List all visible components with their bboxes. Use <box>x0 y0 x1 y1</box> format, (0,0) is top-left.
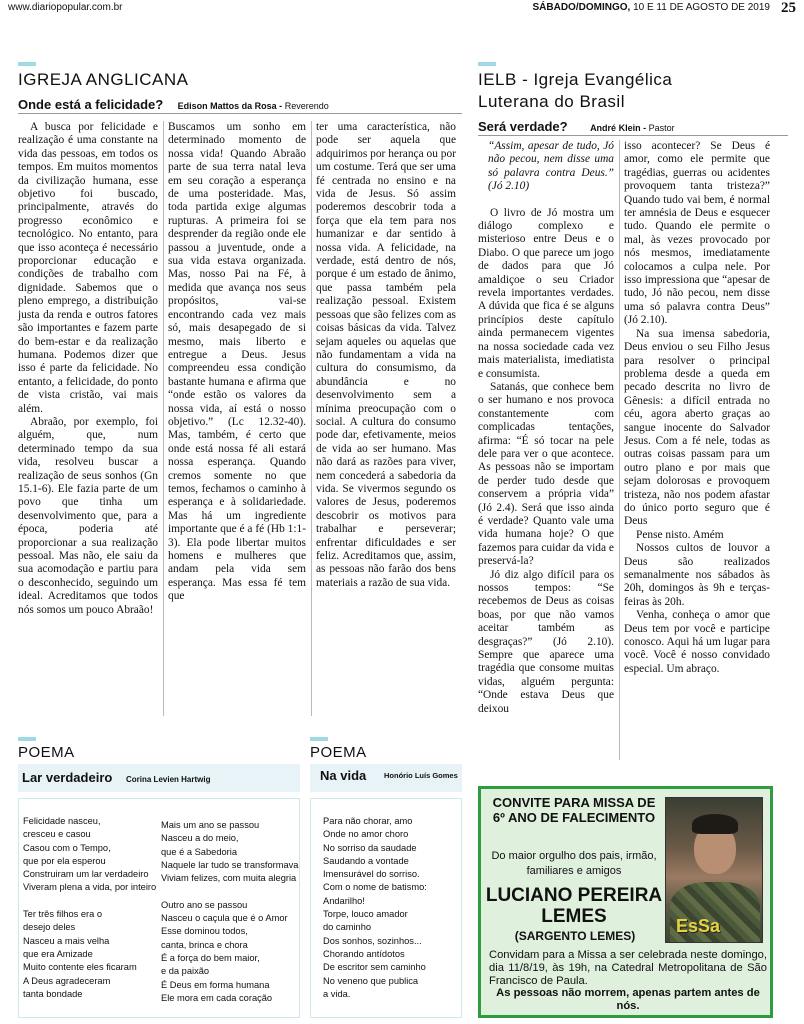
paragraph: Abraão, por exemplo, foi alguém, que, num determinado tempo da sua vida, resolveu buscar a realização de seus sonhos (Gn 15.1-6). Ele fazia parte de um povo que tinha um desenvolvimento que, para a época, poderia até proporcionar a sua realização pessoal. Mas não, ele saiu da sua acomodação e partiu para o desconhecido, seguindo um ideal. Acreditamos que todos nós somos um pouco Abraão! <box>18 415 158 616</box>
left-author-role: Reverendo <box>284 101 329 111</box>
issue-date-text: 10 E 11 DE AGOSTO DE 2019 <box>633 2 770 13</box>
section-accent <box>478 62 496 66</box>
invitation-subtitle: Do maior orgulho dos pais, irmão, familiares e amigos <box>491 850 657 877</box>
section-accent <box>18 62 36 66</box>
poem2-title: Na vida <box>320 768 367 783</box>
hair-shape <box>692 814 738 834</box>
right-author <box>590 123 675 133</box>
left-author <box>178 101 329 111</box>
poem1-box <box>18 798 300 1018</box>
paragraph: Satanás, que conhece bem o ser humano e nos provoca constantemente com complicadas tentações, afirma: “É só tocar na pele dele para ver o que acontece. As pessoas não se importam de perder tudo desde que conservem a própria vida” (Jó 2.4). Será que isso ainda é verdade? Quanto vale uma vida humana hoje? O que fazemos para cuidar da vida e preservá-la? <box>478 380 614 568</box>
paragraph: O livro de Jó mostra um diálogo complexo e misterioso entre Deus e o Diabo. O que parece um jogo de dados para que Jó amaldiçoe o seu Criador revela importantes verdades. A dúvida que fica é se alguns princípios deste capítulo ainda permanecem vigentes na nossa sociedade cada vez mais materialista, imediatista e consumista. <box>478 206 614 380</box>
section-title-ielb-1: IELB - Igreja Evangélica <box>478 70 673 89</box>
poem2-box <box>310 798 462 1018</box>
epigraph: “Assim, apesar de tudo, Jó não pecou, nem disse uma só palavra contra Deus.” (Jó 2.10) <box>488 140 614 193</box>
poem1-stanzas-right: Mais um ano se passou Nasceu a do meio, que é a Sabedoria Naquele lar tudo se transformava Viviam felizes, com muita alegria Outro ano se passou Nasceu o caçula que é o Amor Esse dominou todos, canta, brinca e chora É a força do bem maior, e da paixão É Deus em forma humana Ele mora em cada coração <box>161 820 299 1003</box>
column-divider <box>163 121 164 716</box>
paragraph: Pense nisto. Amém <box>636 528 724 541</box>
poem2-section: POEMA <box>310 744 367 761</box>
paragraph: Nossos cultos de louvor a Deus são realizados semanalmente nos sábados às 20h, domingos às 9h e terças-feiras às 20h. <box>624 542 770 608</box>
invitation-closing: As pessoas não morrem, apenas partem antes de nós. <box>496 987 760 1012</box>
deceased-name: LUCIANO PEREIRA LEMES <box>485 885 663 927</box>
right-author-role: Pastor <box>648 123 675 133</box>
poem1-title: Lar verdadeiro <box>22 770 113 785</box>
left-rule <box>18 113 462 114</box>
left-column-2 <box>168 121 306 721</box>
paragraph: A busca por felicidade e realização é uma constante na vida das pessoas, em todos os tempos. Em muitos momentos da civilização humana, esse objetivo foi buscado, principalmente, através do progresso econômico e tecnológico. No entanto, para que isso aconteça é necessário proporcionar educação e condições de trabalho com dignidade. Sabemos que o pleno emprego, a distribuição justa da renda e outros fatores são importantes e fazem parte do bem-estar e da realização humana. Podemos dizer que isso é parte da felicidade. No entanto, a felicidade, do ponto de vista cristão, vai mais além. <box>18 121 158 415</box>
paragraph: Buscamos um sonho em determinado momento de nossa vida! Quando Abraão parte de sua terra natal leva em seu coração a esperança de uma posteridade. Mas, toda partida exige algumas rupturas. A primeira foi se desprender da região onde ele passou a juventude, onde a sua vida estava organizada. Mas, nosso Pai na Fé, à medida que avança nos seus propósitos, vai-se encontrando cada vez mais só, mais desapegado de si mesmo, mais liberto e entregue a Deus. Jesus compreendeu essa condição bastante humana e afirma que “onde estão os valores da nossa vida, aí está o nosso objetivo.” (Lc 12.32-40). Mas, também, é certo que onde está nossa fé ali estará nossa esperança. Quando cremos somente no que temos, fechamos o caminho à esperança e à solidariedade. Mas há um ingrediente importante que é a fé (Hb 1:1-3). Ela pode libertar muitos homens e mulheres que andam pela vida sem esperança. Mas essa fé tem que <box>168 121 306 603</box>
poem2-text: Para não chorar, amo Onde no amor choro No sorriso da saudade Saudando a vontade Imensurável do sorriso. Com o nome de batismo: Andarilho! Torpe, louco amador do caminho Dos sonhos, sozinhos... Chorando antídotos De escritor sem caminho No veneno que publica a vida. <box>323 816 427 999</box>
page-header <box>8 2 796 16</box>
poem2-author: Honório Luís Gomes <box>384 771 458 780</box>
left-headline: Onde está a felicidade? <box>18 97 164 112</box>
deceased-photo <box>665 797 763 943</box>
paragraph: Jó diz algo difícil para os nossos tempos: “Se recebemos de Deus as coisas boas, por que não vamos aceitar também as desgraças?” (Jó 2.10). Sempre que aparece uma tragédia que consome muitas vidas, alguém pergunta: “Onde estava Deus que deixou <box>478 568 614 715</box>
poem2-header <box>310 764 462 792</box>
section-title-anglicana: IGREJA ANGLICANA <box>18 70 189 89</box>
poem1-author: Corina Levien Hartwig <box>126 775 211 784</box>
column-divider <box>311 121 312 716</box>
left-author-name: Edison Mattos da Rosa - <box>177 101 283 111</box>
paragraph: Venha, conheça o amor que Deus tem por você e participe conosco. Aqui há um lugar para você. Você é nosso convidado especial. Um abraço. <box>624 609 770 675</box>
column-divider <box>619 140 620 760</box>
paragraph: isso acontecer? Se Deus é amor, como ele permite que tragédias, guerras ou acidentes provoquem tanta tristeza?” Quando tudo vai bem, é normal ter amnésia de Deus e esquecer tudo. Quando ele permite o mal, às vezes provocado por nós mesmos, imediatamente colocamos a culpa nele. Por isso impressiona que “apesar de tudo, Jó não pecou, nem disse uma só palavra contra Deus” (Jó 2.10). <box>624 140 770 327</box>
left-column-1 <box>18 121 158 721</box>
invitation-body: Convidam para a Missa a ser celebrada neste domingo, dia 11/8/19, às 19h, na Catedral Metropolitana de São Francisco de Paula. <box>489 949 767 987</box>
right-column-2 <box>624 140 770 780</box>
issue-date <box>533 2 771 13</box>
photo-caption: EsSa <box>676 916 721 936</box>
funeral-mass-invitation <box>478 786 773 1018</box>
issue-day: SÁBADO/DOMINGO, <box>532 2 631 13</box>
paragraph: ter uma característica, não pode ser aquela que adquirimos por herança ou por um costume. Terá que ser uma fé centrada no ensino e na vida de Jesus. Só assim poderemos descobrir toda a força que ela tem para nos humanizar e dar sentido à nossa vida. A felicidade, na verdade, está dentro de nós, porque é um estado de ânimo, que passa também pela realização pessoal. Existem pessoas que são felizes com as coisas básicas da vida. Talvez sejam aqueles ou aquelas que não fundamentam a vida na cultura do consumismo, da abundância e no desenvolvimento sem a mínima preocupação com o social. A cultura do consumo pode dar, efetivamente, meios de vida ao ser humano. Mas não dará as razões para viver, nem concederá a sabedoria da vida. Se vivermos segundo os valores de Jesus, poderemos descobrir os motivos para trabalhar e perseverar; enfrentar dificuldades e ser feliz. Acreditamos que, assim, as pessoas não farão dos bens materiais a razão de sua vida. <box>316 121 456 589</box>
page-number: 25 <box>781 0 796 16</box>
poem1-header <box>18 764 300 792</box>
paragraph: Na sua imensa sabedoria, Deus enviou o seu Filho Jesus para resolver o principal problema desde a queda em pecado descrita no livro de Gênesis: a difícil entrada no céu, agora aberto graças ao sangue inocente do Salvador Jesus. Com a fé nele, todas as outras coisas passam para um outro plano e por mais que sejam dolorosas e provoquem tristeza, não nos podem afastar do único porto seguro que é Deus <box>624 327 770 528</box>
section-accent <box>18 737 36 741</box>
right-headline-row <box>478 118 788 136</box>
right-headline: Será verdade? <box>478 119 568 134</box>
right-rule <box>478 135 788 136</box>
invitation-title: CONVITE PARA MISSA DE 6º ANO DE FALECIMENTO <box>492 795 656 825</box>
left-headline-row <box>18 96 448 114</box>
deceased-rank: (SARGENTO LEMES) <box>514 929 636 943</box>
poem1-section: POEMA <box>18 744 75 761</box>
site-url: www.diariopopular.com.br <box>8 2 123 13</box>
right-column-1 <box>478 140 614 780</box>
poem1-stanzas-left: Felicidade nasceu, cresceu e casou Casou com o Tempo, que por ela esperou Construiram um lar verdadeiro Viveram plena a vida, por inteiro Ter três filhos era o desejo deles Nasceu a mais velha que era Amizade Muito contente eles ficaram A Deus agradeceram tanta bondade <box>23 816 157 999</box>
section-title-ielb-2: Luterana do Brasil <box>478 92 625 111</box>
right-author-name: André Klein - <box>590 123 647 133</box>
section-accent <box>310 737 328 741</box>
left-column-3 <box>316 121 456 721</box>
